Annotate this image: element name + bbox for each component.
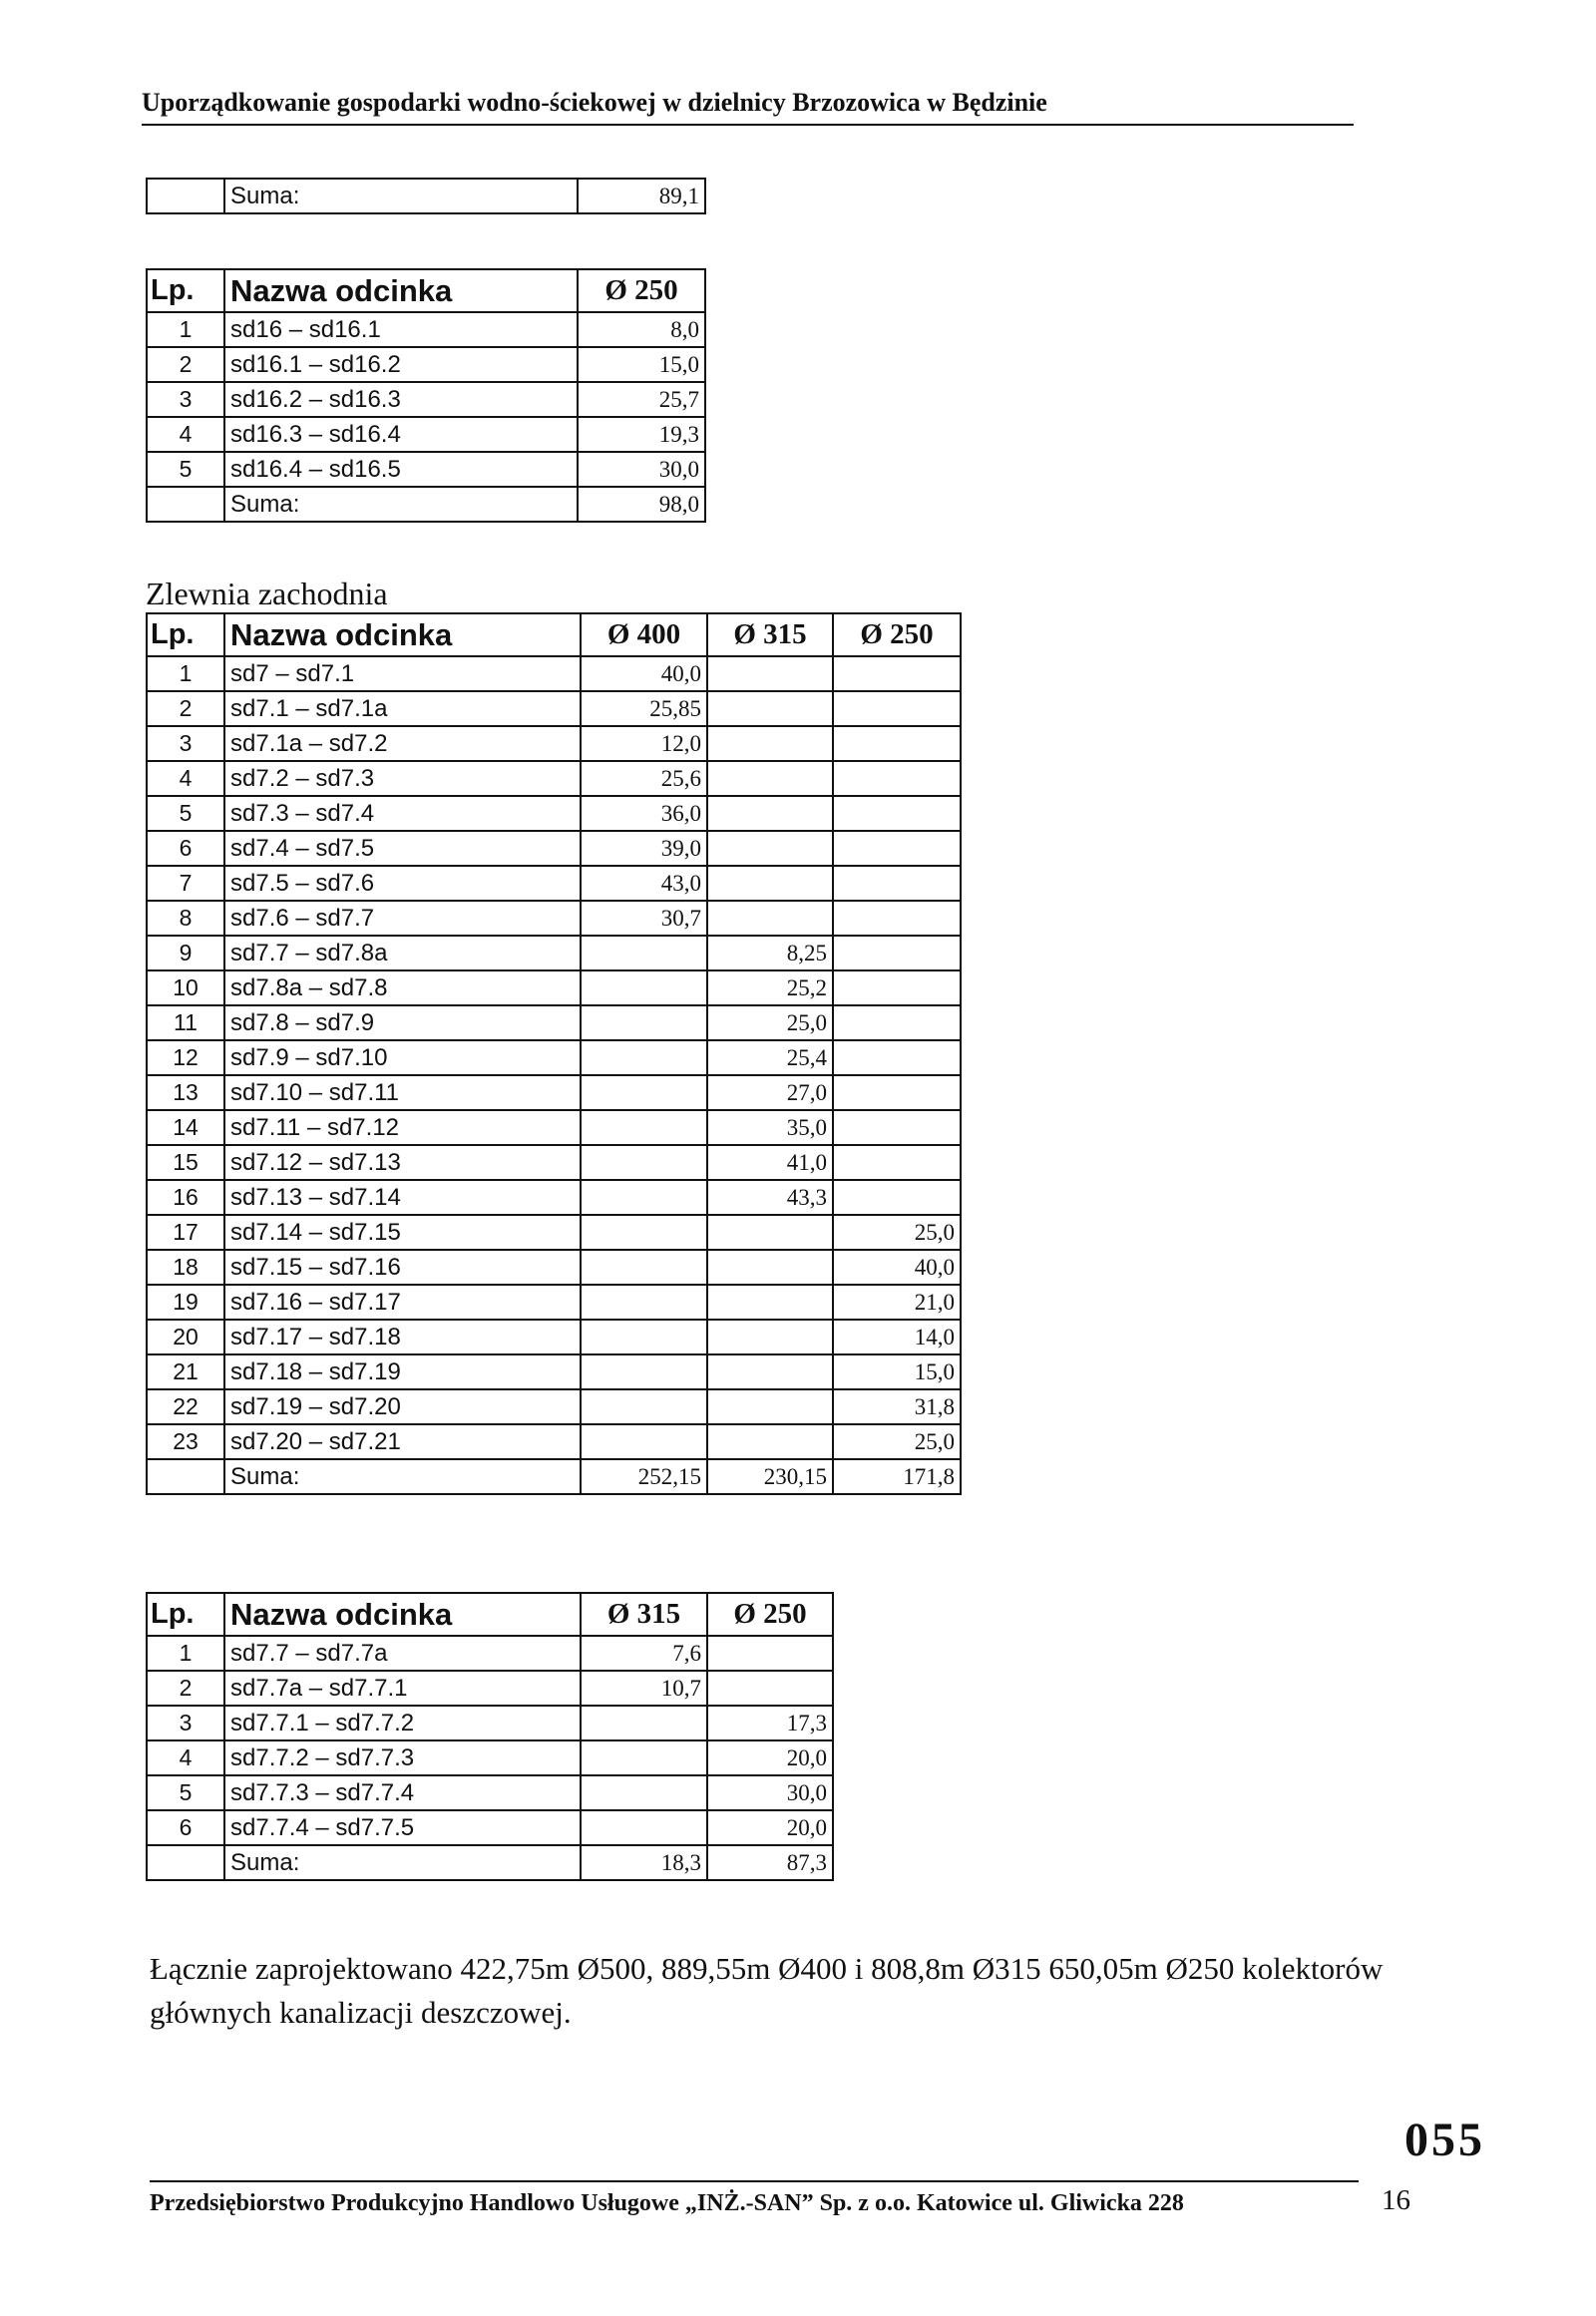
sum-label: Suma: <box>224 1459 581 1494</box>
table-header-row <box>147 613 961 656</box>
name-cell: sd16.1 – sd16.2 <box>224 347 578 382</box>
table-row <box>147 179 705 213</box>
lp-cell: 2 <box>147 1671 224 1706</box>
lp-cell: 14 <box>147 1110 224 1145</box>
d250-cell <box>833 936 961 970</box>
lp-cell: 4 <box>147 761 224 796</box>
table-row <box>147 970 961 1005</box>
sum-d250: 171,8 <box>833 1459 961 1494</box>
d315-cell <box>581 1775 707 1810</box>
name-cell: sd7.6 – sd7.7 <box>224 901 581 936</box>
table-row <box>147 936 961 970</box>
d400-cell <box>581 1354 707 1389</box>
page-number: 16 <box>1382 2184 1410 2216</box>
table-row <box>147 656 961 691</box>
d250-cell: 25,7 <box>578 382 705 417</box>
lp-cell: 15 <box>147 1145 224 1180</box>
d250-cell <box>833 1110 961 1145</box>
name-cell: sd7.8 – sd7.9 <box>224 1005 581 1040</box>
header-d250: Ø 250 <box>707 1593 833 1636</box>
lp-cell: 2 <box>147 347 224 382</box>
d400-cell <box>581 1424 707 1459</box>
sum-d250: 87,3 <box>707 1845 833 1880</box>
d250-cell <box>833 1040 961 1075</box>
sum-label: Suma: <box>224 487 578 522</box>
d315-cell: 7,6 <box>581 1636 707 1671</box>
d250-cell: 30,0 <box>578 452 705 487</box>
d400-cell: 30,7 <box>581 901 707 936</box>
d400-cell <box>581 1389 707 1424</box>
lp-cell: 10 <box>147 970 224 1005</box>
lp-cell: 8 <box>147 901 224 936</box>
sum-row <box>147 1845 833 1880</box>
d250-cell: 14,0 <box>833 1320 961 1354</box>
name-cell: sd7.7.3 – sd7.7.4 <box>224 1775 581 1810</box>
name-cell: sd7.7.2 – sd7.7.3 <box>224 1740 581 1775</box>
d250-cell <box>833 691 961 726</box>
lp-cell: 3 <box>147 1706 224 1740</box>
d250-cell <box>833 831 961 866</box>
name-cell: sd7.3 – sd7.4 <box>224 796 581 831</box>
table-row <box>147 382 705 417</box>
d315-cell <box>707 1320 833 1354</box>
d250-cell <box>707 1671 833 1706</box>
header-d250: Ø 250 <box>578 269 705 312</box>
sum-row <box>147 487 705 522</box>
d400-cell: 12,0 <box>581 726 707 761</box>
name-cell: sd7.1 – sd7.1a <box>224 691 581 726</box>
sum-label: Suma: <box>224 1845 581 1880</box>
sum-d315: 230,15 <box>707 1459 833 1494</box>
d315-cell <box>707 866 833 901</box>
table-row <box>147 417 705 452</box>
table-row <box>147 1671 833 1706</box>
name-cell: sd7.19 – sd7.20 <box>224 1389 581 1424</box>
lp-cell: 12 <box>147 1040 224 1075</box>
d315-cell: 10,7 <box>581 1671 707 1706</box>
name-cell: sd7.16 – sd7.17 <box>224 1285 581 1320</box>
d250-cell <box>833 1180 961 1215</box>
lp-cell: 4 <box>147 1740 224 1775</box>
table-row <box>147 1215 961 1250</box>
header-d400: Ø 400 <box>581 613 707 656</box>
table-row <box>147 761 961 796</box>
name-cell: sd7.18 – sd7.19 <box>224 1354 581 1389</box>
table-row <box>147 726 961 761</box>
table-sd16 <box>146 268 706 523</box>
d400-cell <box>581 1145 707 1180</box>
lp-cell <box>147 179 224 213</box>
lp-cell: 13 <box>147 1075 224 1110</box>
page-stamp: 055 <box>1404 2114 1485 2166</box>
d315-cell <box>707 1215 833 1250</box>
d250-cell: 31,8 <box>833 1389 961 1424</box>
d250-cell <box>833 901 961 936</box>
table-row <box>147 866 961 901</box>
d400-cell: 43,0 <box>581 866 707 901</box>
sum-d250: 98,0 <box>578 487 705 522</box>
header-lp: Lp. <box>147 613 224 656</box>
name-cell: sd7.9 – sd7.10 <box>224 1040 581 1075</box>
name-cell: sd7.7a – sd7.7.1 <box>224 1671 581 1706</box>
d315-cell <box>707 761 833 796</box>
d315-cell <box>707 1354 833 1389</box>
d400-cell <box>581 936 707 970</box>
header-lp: Lp. <box>147 269 224 312</box>
lp-cell: 6 <box>147 1810 224 1845</box>
header-name: Nazwa odcinka <box>224 613 581 656</box>
d250-cell: 15,0 <box>833 1354 961 1389</box>
sum-value: 89,1 <box>578 179 705 213</box>
table-row <box>147 1180 961 1215</box>
d400-cell <box>581 1075 707 1110</box>
name-cell: sd7.10 – sd7.11 <box>224 1075 581 1110</box>
section-title: Zlewnia zachodnia <box>146 576 388 611</box>
table-row <box>147 1424 961 1459</box>
lp-cell: 1 <box>147 656 224 691</box>
table-row <box>147 1250 961 1285</box>
name-cell: sd16.3 – sd16.4 <box>224 417 578 452</box>
d315-cell <box>707 656 833 691</box>
table-row <box>147 1005 961 1040</box>
d315-cell <box>581 1706 707 1740</box>
d400-cell <box>581 1040 707 1075</box>
d400-cell: 25,85 <box>581 691 707 726</box>
d400-cell <box>581 1250 707 1285</box>
table-row <box>147 1354 961 1389</box>
name-cell: sd7.15 – sd7.16 <box>224 1250 581 1285</box>
d250-cell <box>833 1005 961 1040</box>
sum-label: Suma: <box>224 179 578 213</box>
table-row <box>147 901 961 936</box>
table-row <box>147 831 961 866</box>
name-cell: sd7.8a – sd7.8 <box>224 970 581 1005</box>
lp-cell <box>147 487 224 522</box>
lp-cell: 3 <box>147 382 224 417</box>
d250-cell <box>833 866 961 901</box>
table-row <box>147 1775 833 1810</box>
d315-cell <box>707 1424 833 1459</box>
d400-cell <box>581 1285 707 1320</box>
document-header: Uporządkowanie gospodarki wodno-ściekowej w dzielnicy Brzozowica w Będzinie <box>142 88 1354 126</box>
previous-table-sum <box>146 178 706 214</box>
d400-cell: 36,0 <box>581 796 707 831</box>
lp-cell: 2 <box>147 691 224 726</box>
header-lp: Lp. <box>147 1593 224 1636</box>
lp-cell: 5 <box>147 452 224 487</box>
sum-row <box>147 1459 961 1494</box>
d400-cell <box>581 1005 707 1040</box>
table-row <box>147 347 705 382</box>
d250-cell: 8,0 <box>578 312 705 347</box>
name-cell: sd7.11 – sd7.12 <box>224 1110 581 1145</box>
lp-cell <box>147 1845 224 1880</box>
table-header-row <box>147 1593 833 1636</box>
table-row <box>147 796 961 831</box>
name-cell: sd7.4 – sd7.5 <box>224 831 581 866</box>
table-row <box>147 452 705 487</box>
d250-cell: 20,0 <box>707 1810 833 1845</box>
lp-cell: 6 <box>147 831 224 866</box>
lp-cell: 21 <box>147 1354 224 1389</box>
lp-cell: 16 <box>147 1180 224 1215</box>
d315-cell <box>581 1810 707 1845</box>
d250-cell: 21,0 <box>833 1285 961 1320</box>
d250-cell: 25,0 <box>833 1215 961 1250</box>
name-cell: sd7.13 – sd7.14 <box>224 1180 581 1215</box>
d400-cell <box>581 970 707 1005</box>
lp-cell: 4 <box>147 417 224 452</box>
table-row <box>147 1636 833 1671</box>
name-cell: sd7.7.4 – sd7.7.5 <box>224 1810 581 1845</box>
lp-cell: 5 <box>147 796 224 831</box>
d250-cell: 30,0 <box>707 1775 833 1810</box>
header-d315: Ø 315 <box>581 1593 707 1636</box>
name-cell: sd16 – sd16.1 <box>224 312 578 347</box>
d250-cell: 20,0 <box>707 1740 833 1775</box>
d315-cell <box>581 1740 707 1775</box>
d315-cell <box>707 796 833 831</box>
d250-cell: 25,0 <box>833 1424 961 1459</box>
name-cell: sd7.14 – sd7.15 <box>224 1215 581 1250</box>
d400-cell: 39,0 <box>581 831 707 866</box>
name-cell: sd7.7 – sd7.7a <box>224 1636 581 1671</box>
table-row <box>147 1110 961 1145</box>
name-cell: sd7.7.1 – sd7.7.2 <box>224 1706 581 1740</box>
table-row <box>147 1040 961 1075</box>
lp-cell: 9 <box>147 936 224 970</box>
table-row <box>147 1389 961 1424</box>
d315-cell <box>707 1250 833 1285</box>
sum-d315: 18,3 <box>581 1845 707 1880</box>
table-sd7-7 <box>146 1592 834 1881</box>
sum-d400: 252,15 <box>581 1459 707 1494</box>
name-cell: sd7.5 – sd7.6 <box>224 866 581 901</box>
d250-cell <box>833 796 961 831</box>
table-row <box>147 691 961 726</box>
d400-cell <box>581 1180 707 1215</box>
name-cell: sd7.20 – sd7.21 <box>224 1424 581 1459</box>
lp-cell: 20 <box>147 1320 224 1354</box>
d400-cell <box>581 1215 707 1250</box>
document-footer: Przedsiębiorstwo Produkcyjno Handlowo Usługowe „INŻ.-SAN” Sp. z o.o. Katowice ul. Gliwicka 228 <box>150 2180 1359 2217</box>
d315-cell: 8,25 <box>707 936 833 970</box>
d400-cell <box>581 1110 707 1145</box>
name-cell: sd7.12 – sd7.13 <box>224 1145 581 1180</box>
d315-cell: 25,0 <box>707 1005 833 1040</box>
d400-cell: 40,0 <box>581 656 707 691</box>
table-row <box>147 1075 961 1110</box>
lp-cell: 17 <box>147 1215 224 1250</box>
table-zlewnia-zachodnia <box>146 612 962 1495</box>
d315-cell <box>707 1285 833 1320</box>
header-name: Nazwa odcinka <box>224 269 578 312</box>
d315-cell: 43,3 <box>707 1180 833 1215</box>
d400-cell: 25,6 <box>581 761 707 796</box>
d250-cell <box>833 1145 961 1180</box>
d315-cell: 41,0 <box>707 1145 833 1180</box>
d250-cell: 19,3 <box>578 417 705 452</box>
d315-cell <box>707 726 833 761</box>
lp-cell: 22 <box>147 1389 224 1424</box>
d315-cell: 25,2 <box>707 970 833 1005</box>
d400-cell <box>581 1320 707 1354</box>
table-row <box>147 1145 961 1180</box>
table-row <box>147 1810 833 1845</box>
lp-cell: 19 <box>147 1285 224 1320</box>
d250-cell <box>833 761 961 796</box>
d250-cell <box>833 656 961 691</box>
d250-cell <box>707 1636 833 1671</box>
d315-cell <box>707 691 833 726</box>
name-cell: sd16.4 – sd16.5 <box>224 452 578 487</box>
d315-cell <box>707 901 833 936</box>
d315-cell: 27,0 <box>707 1075 833 1110</box>
lp-cell <box>147 1459 224 1494</box>
table-row <box>147 1706 833 1740</box>
d250-cell: 15,0 <box>578 347 705 382</box>
table-row <box>147 1285 961 1320</box>
name-cell: sd7.7 – sd7.8a <box>224 936 581 970</box>
table-header-row <box>147 269 705 312</box>
table-row <box>147 1740 833 1775</box>
d315-cell <box>707 1389 833 1424</box>
lp-cell: 1 <box>147 1636 224 1671</box>
d315-cell: 25,4 <box>707 1040 833 1075</box>
d250-cell: 17,3 <box>707 1706 833 1740</box>
table-row <box>147 312 705 347</box>
lp-cell: 5 <box>147 1775 224 1810</box>
d315-cell: 35,0 <box>707 1110 833 1145</box>
name-cell: sd16.2 – sd16.3 <box>224 382 578 417</box>
d315-cell <box>707 831 833 866</box>
lp-cell: 11 <box>147 1005 224 1040</box>
d250-cell <box>833 726 961 761</box>
name-cell: sd7.1a – sd7.2 <box>224 726 581 761</box>
d250-cell <box>833 1075 961 1110</box>
lp-cell: 23 <box>147 1424 224 1459</box>
summary-paragraph: Łącznie zaprojektowano 422,75m Ø500, 889,55m Ø400 i 808,8m Ø315 650,05m Ø250 kolektorów głównych kanalizacji deszczowej. <box>150 1951 1384 2030</box>
name-cell: sd7.17 – sd7.18 <box>224 1320 581 1354</box>
table-row <box>147 1320 961 1354</box>
header-name: Nazwa odcinka <box>224 1593 581 1636</box>
d250-cell: 40,0 <box>833 1250 961 1285</box>
lp-cell: 18 <box>147 1250 224 1285</box>
name-cell: sd7 – sd7.1 <box>224 656 581 691</box>
d250-cell <box>833 970 961 1005</box>
lp-cell: 7 <box>147 866 224 901</box>
header-d250: Ø 250 <box>833 613 961 656</box>
name-cell: sd7.2 – sd7.3 <box>224 761 581 796</box>
header-d315: Ø 315 <box>707 613 833 656</box>
lp-cell: 1 <box>147 312 224 347</box>
lp-cell: 3 <box>147 726 224 761</box>
